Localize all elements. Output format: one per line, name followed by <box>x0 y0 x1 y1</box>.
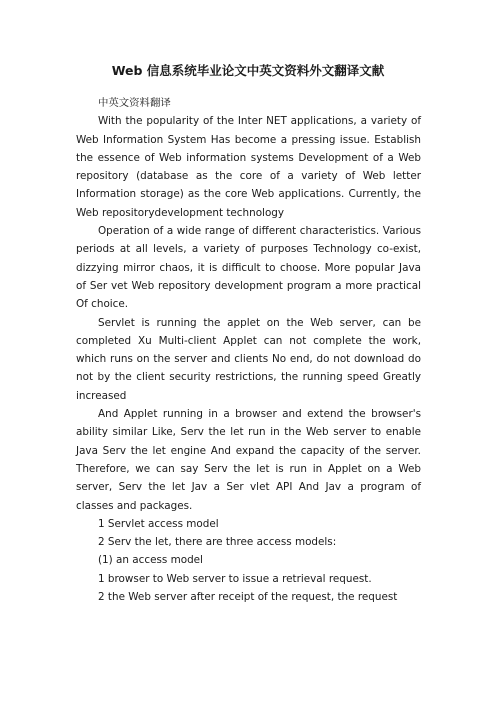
paragraph: With the popularity of the Inter NET applications, a variety of Web Information System Has become a pressing issue. Establish the essence of Web information systems Development of a Web repository (database as the core of a variety of Web letter Information storage) as the core Web applications. Currently, the Web repositorydevelopment technology <box>76 115 421 219</box>
paragraph: And Applet running in a browser and extend the browser's ability similar Like, Serv the let run in the Web server to enable Java Serv the let engine And expand the capacity of the server. Therefore, we can say Serv the let is run in Applet on a Web server, Serv the let Jav a Ser vlet API And Jav a program of classes and packages. <box>76 408 421 512</box>
paragraph: 1 browser to Web server to issue a retrieval request. <box>98 572 372 585</box>
paragraph: 1 Servlet access model <box>98 517 219 530</box>
paragraph: (1) an access model <box>98 554 203 567</box>
section-heading: 中英文资料翻译 <box>98 97 171 109</box>
paragraph: 2 Serv the let, there are three access models: <box>98 536 337 549</box>
paragraph: Operation of a wide range of different characteristics. Various periods at all levels, a variety of purposes Technology co-exist, dizzying mirror chaos, it is difficult to choose. More popular Java of Ser vet Web repository development program a more practical Of choice. <box>76 225 421 311</box>
document-body <box>76 94 421 606</box>
paragraph: Servlet is running the applet on the Web server, can be completed Xu Multi-client Applet can not complete the work, which runs on the server and clients No end, do not download do not by the client security restrictions, the running speed Greatly increased <box>76 316 421 402</box>
document-title: Web 信息系统毕业论文中英文资料外文翻译文献 <box>111 63 385 78</box>
paragraph: 2 the Web server after receipt of the request, the request <box>98 591 398 604</box>
